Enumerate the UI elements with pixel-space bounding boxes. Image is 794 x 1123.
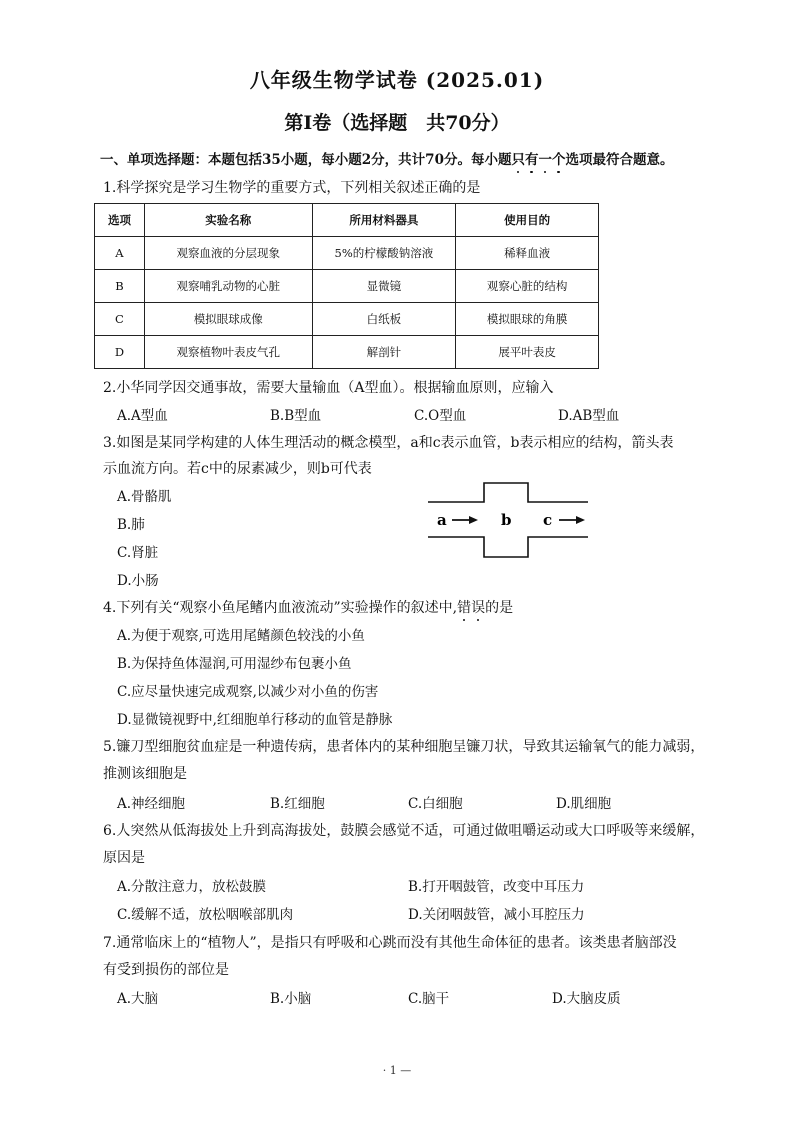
question-7-stem-line1: 7.通常临床上的“植物人”，是指只有呼吸和心跳而没有其他生命体征的患者。该类患者脑部没 [103,935,677,951]
question-4-stem-b: 的是 [485,600,514,616]
question-4-stem-a: 4.下列有关“观察小鱼尾鳍内血液流动”实验操作的叙述中, [103,600,458,616]
emphasis-char: 个 [551,152,566,168]
question-3-option-b: B.肺 [117,517,145,533]
diagram-label-c: c [543,511,553,529]
table-cell: D [95,336,145,369]
table-cell: C [95,303,145,336]
question-2-option-a: A.A型血 [117,408,168,424]
table-header-cell: 实验名称 [144,204,312,237]
table-row [95,237,599,270]
question-3-option-a: A.骨骼肌 [117,489,172,505]
table-cell: 白纸板 [312,303,456,336]
question-3-stem-line1: 3.如图是某同学构建的人体生理活动的概念模型，a和c表示血管，b表示相应的结构，箭头表 [103,435,674,451]
table-cell: 观察血液的分层现象 [144,237,312,270]
arrow-c-head-icon [576,516,585,524]
question-4-option-a: A.为便于观察,可选用尾鳍颜色较浅的小鱼 [117,628,365,644]
blood-flow-diagram [428,481,593,559]
question-3-stem-line2: 示血流方向。若c中的尿素减少，则b可代表 [103,461,372,477]
table-cell: 观察植物叶表皮气孔 [144,336,312,369]
question-7-option-a: A.大脑 [117,991,159,1007]
question-5-option-a: A.神经细胞 [117,796,186,812]
table-cell: A [95,237,145,270]
emphasis-char: 只 [511,152,525,168]
table-cell: 稀释血液 [456,237,599,270]
question-4-option-b: B.为保持鱼体湿润,可用湿纱布包裹小鱼 [117,656,352,672]
page-number: · 1 — [382,1064,412,1077]
table-cell: 5%的柠檬酸钠溶液 [312,237,456,270]
question-1-stem: 1.科学探究是学习生物学的重要方式，下列相关叙述正确的是 [103,180,481,196]
question-2-option-b: B.B型血 [270,408,322,424]
emphasis-char: 错 [457,600,472,616]
question-5-option-b: B.红细胞 [270,796,325,812]
table-header-cell: 选项 [95,204,145,237]
question-2-option-d: D.AB型血 [558,408,620,424]
question-6-option-a: A.分散注意力，放松鼓膜 [117,879,267,895]
table-row [95,270,599,303]
section-instruction [100,148,790,168]
question-5-option-c: C.白细胞 [408,796,463,812]
diagram-label-a: a [437,511,447,529]
table-cell: 观察心脏的结构 [456,270,599,303]
table-cell: 解剖针 [312,336,456,369]
table-header-cell: 所用材料器具 [312,204,456,237]
table-cell: B [95,270,145,303]
table-row [95,303,599,336]
question-5-stem-line1: 5.镰刀型细胞贫血症是一种遗传病，患者体内的某种细胞呈镰刀状，导致其运输氧气的能力减弱， [103,739,705,755]
question-7-option-b: B.小脑 [270,991,312,1007]
exam-subtitle: 第Ⅰ卷（选择题 共70分） [284,112,510,134]
question-7-option-c: C.脑干 [408,991,450,1007]
question-3-option-d: D.小肠 [117,573,159,589]
question-6-stem-line2: 原因是 [103,850,145,866]
question-6-option-b: B.打开咽鼓管，改变中耳压力 [408,879,585,895]
table-cell: 模拟眼球成像 [144,303,312,336]
table-cell: 展平叶表皮 [456,336,599,369]
emphasis-char: 有 [524,152,539,168]
emphasis-char: 误 [471,600,486,616]
table-cell: 观察哺乳动物的心脏 [144,270,312,303]
question-5-option-d: D.肌细胞 [556,796,612,812]
section-text-a: 一、单项选择题：本题包括35小题，每小题2分，共计70分。每小题 [100,152,512,168]
question-5-stem-line2: 推测该细胞是 [103,766,187,782]
question-6-option-c: C.缓解不适，放松咽喉部肌肉 [117,907,294,923]
diagram-label-b: b [501,511,512,529]
question-7-stem-line2: 有受到损伤的部位是 [103,962,229,978]
question-4-stem [103,594,733,622]
question-4-option-c: C.应尽量快速完成观察,以减少对小鱼的伤害 [117,684,379,700]
question-4-option-d: D.显微镜视野中,红细胞单行移动的血管是静脉 [117,712,393,728]
question-2-option-c: C.O型血 [414,408,467,424]
table-row [95,336,599,369]
question-6-stem-line1: 6.人突然从低海拔处上升到高海拔处，鼓膜会感觉不适，可通过做咀嚼运动或大口呼吸等来缓解， [103,823,705,839]
table-cell: 模拟眼球的角膜 [456,303,599,336]
arrow-a-head-icon [469,516,478,524]
question-6-option-d: D.关闭咽鼓管，减小耳腔压力 [408,907,585,923]
question-3-option-c: C.肾脏 [117,545,159,561]
experiment-table [94,203,599,369]
question-7-option-d: D.大脑皮质 [552,991,621,1007]
table-header-cell: 使用目的 [456,204,599,237]
table-header-row [95,204,599,237]
section-text-b: 选项最符合题意。 [565,152,674,168]
table-cell: 显微镜 [312,270,456,303]
emphasis-char: 一 [538,152,552,168]
question-2-stem: 2.小华同学因交通事故，需要大量输血（A型血）。根据输血原则，应输入 [103,380,554,396]
exam-title: 八年级生物学试卷 (2025.01) [249,68,545,92]
